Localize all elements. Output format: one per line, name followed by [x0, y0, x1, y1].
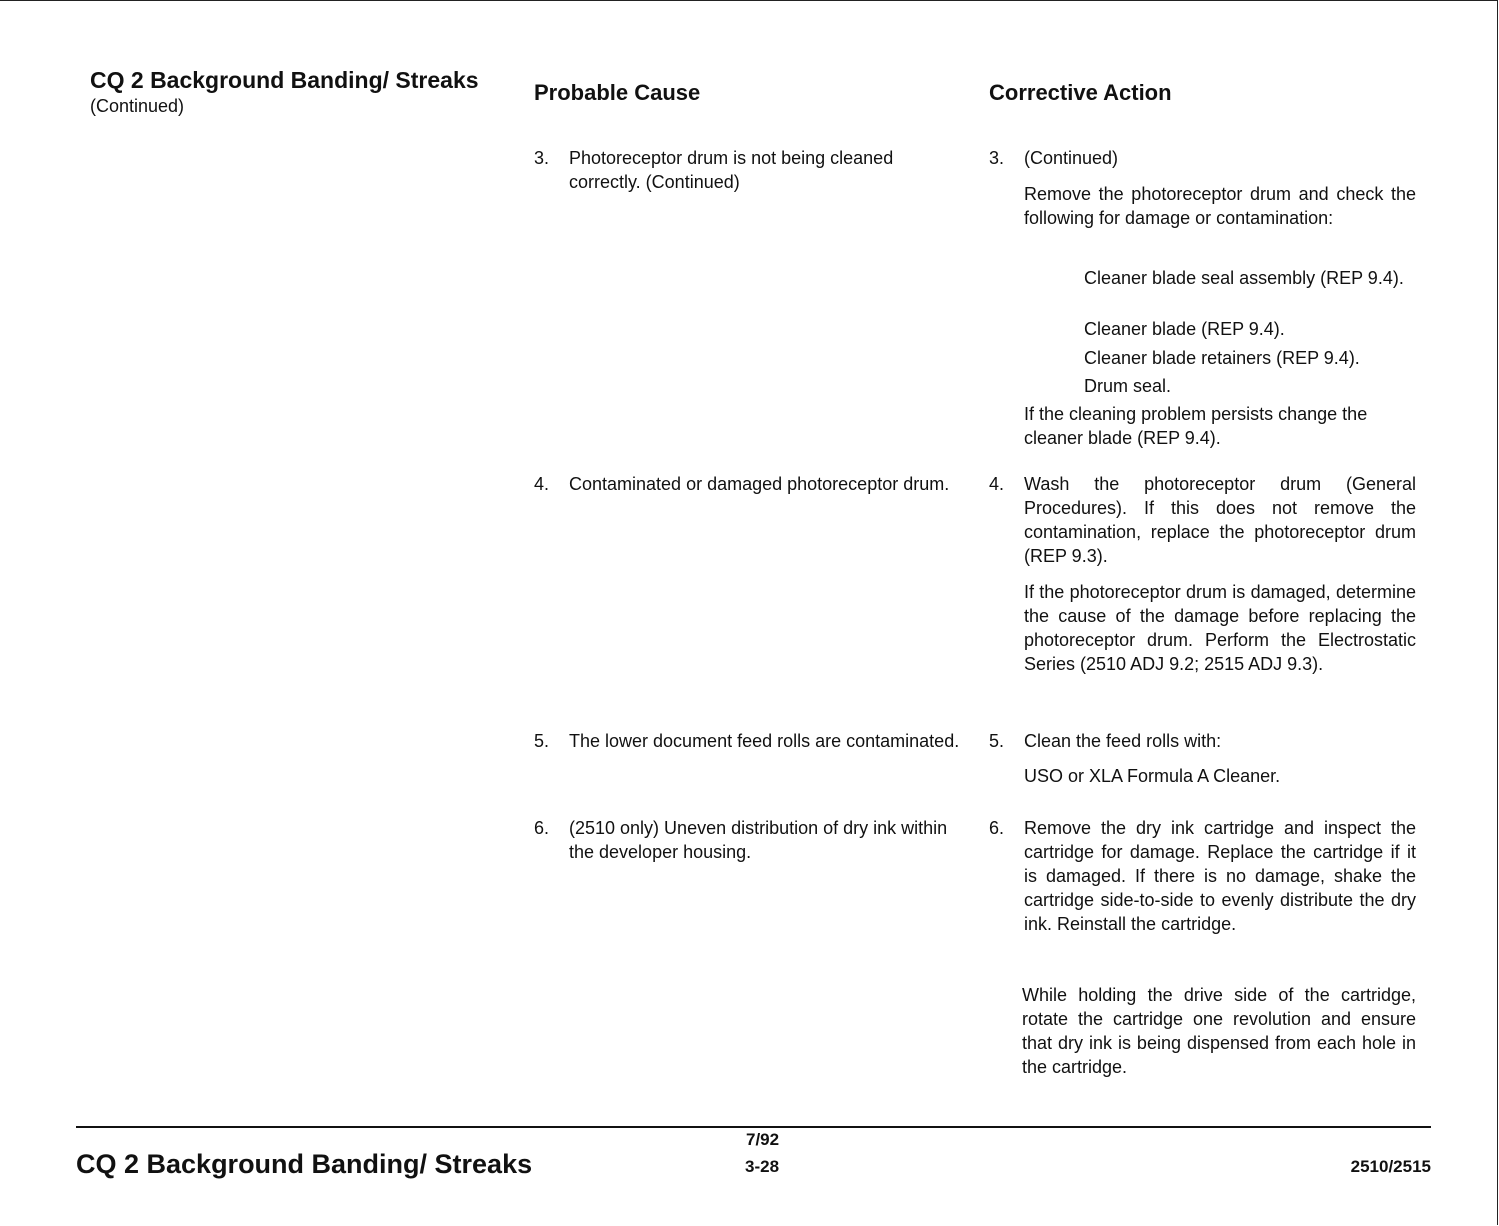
action-number: 6. [989, 818, 1005, 838]
column-heading-probable-cause: Probable Cause [534, 80, 701, 105]
action-number: 4. [989, 474, 1005, 494]
cause-number: 4. [534, 474, 550, 494]
corrective-action-text: Remove the photoreceptor drum and check the following for damage or contamination: [1024, 184, 1416, 228]
action-number: 5. [989, 731, 1005, 751]
check-list-item: Drum seal. [1084, 376, 1172, 396]
probable-cause-text: Contaminated or damaged photoreceptor drum. [569, 474, 950, 494]
corrective-action-text: If the photoreceptor drum is damaged, determine the cause of the damage before replacing the photoreceptor drum. Perform the Electrostatic Series (2510 ADJ 9.2; 2515 ADJ 9.3). [1024, 582, 1416, 674]
footer-section-title: CQ 2 Background Banding/ Streaks [76, 1149, 533, 1179]
cause-number: 5. [534, 731, 550, 751]
check-list-item: Cleaner blade retainers (REP 9.4). [1084, 348, 1360, 368]
check-list-item: Cleaner blade seal assembly (REP 9.4). [1084, 268, 1404, 288]
column-heading-corrective-action: Corrective Action [989, 80, 1172, 105]
footer-model: 2510/2515 [1350, 1157, 1431, 1176]
check-list-item: Cleaner blade (REP 9.4). [1084, 319, 1285, 339]
section-subtitle: (Continued) [90, 96, 185, 116]
action-number: 3. [989, 148, 1005, 168]
footer-rule [76, 1126, 1431, 1128]
cause-number: 6. [534, 818, 550, 838]
probable-cause-text: Photoreceptor drum is not being cleaned correctly. (Continued) [569, 148, 894, 192]
corrective-action-text: (Continued) [1024, 148, 1119, 168]
probable-cause-text: The lower document feed rolls are contaminated. [569, 731, 960, 751]
cause-number: 3. [534, 148, 550, 168]
corrective-action-text: While holding the drive side of the cartridge, rotate the cartridge one revolution and ensure that dry ink is being dispensed from each hole in the cartridge. [1022, 985, 1416, 1077]
corrective-action-text: USO or XLA Formula A Cleaner. [1024, 766, 1281, 786]
corrective-action-text: If the cleaning problem persists change the cleaner blade (REP 9.4). [1024, 404, 1368, 448]
corrective-action-text: Clean the feed rolls with: [1024, 731, 1222, 751]
footer-page-number: 3-28 [745, 1157, 780, 1176]
corrective-action-text: Remove the dry ink cartridge and inspect the cartridge for damage. Replace the cartridge if it is damaged. If there is no damage, shake the cartridge side-to-side to evenly distribute the dry ink. Reinstall the cartridge. [1024, 818, 1416, 934]
probable-cause-text: (2510 only) Uneven distribution of dry ink within the developer housing. [569, 818, 948, 862]
footer-date: 7/92 [746, 1130, 780, 1149]
section-title: CQ 2 Background Banding/ Streaks [90, 67, 479, 93]
corrective-action-text: Wash the photoreceptor drum (General Procedures). If this does not remove the contamination, replace the photoreceptor drum (REP 9.3). [1024, 474, 1416, 566]
